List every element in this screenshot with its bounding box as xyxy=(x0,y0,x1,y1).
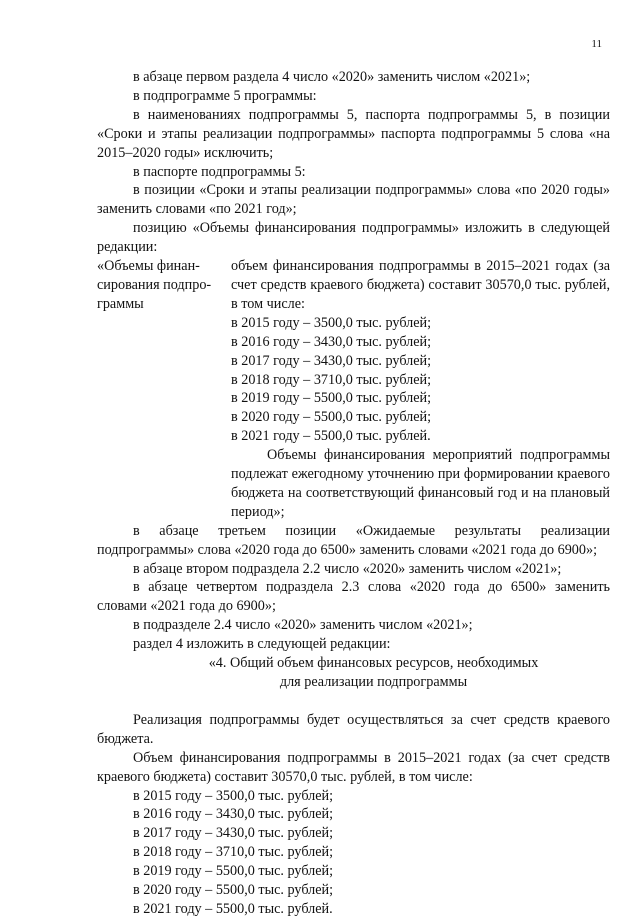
paragraph: в подразделе 2.4 число «2020» заменить числом «2021»; xyxy=(133,617,473,634)
year-item: в 2016 году – 3430,0 тыс. рублей; xyxy=(133,806,334,823)
paragraph: раздел 4 изложить в следующей редакции: xyxy=(133,636,391,653)
paragraph: в абзаце четвертом подраздела 2.3 слова «2020 года до 6500» заменить словами «2021 года до 6900»; xyxy=(97,579,610,615)
section-heading-line: «4. Общий объем финансовых ресурсов, необходимых xyxy=(208,655,539,672)
year-item: в 2018 году – 3710,0 тыс. рублей; xyxy=(133,844,334,861)
paragraph: в позиции «Сроки и этапы реализации подпрограммы» слова «по 2020 годы» заменить словами «по 2021 год»; xyxy=(97,182,610,218)
year-item: в 2020 году – 5500,0 тыс. рублей; xyxy=(231,409,432,426)
financing-intro: объем финансирования подпрограммы в 2015–2021 годах (за счет средств краевого бюджета) составит 30570,0 тыс. рублей, в том числе: xyxy=(231,258,610,312)
spacer xyxy=(97,692,610,711)
paragraph: в абзаце первом раздела 4 число «2020» заменить числом «2021»; xyxy=(133,69,531,85)
document-body xyxy=(97,68,610,919)
year-item: в 2017 году – 3430,0 тыс. рублей; xyxy=(133,825,334,842)
position-value xyxy=(227,257,610,522)
year-item: в 2018 году – 3710,0 тыс. рублей; xyxy=(231,371,432,388)
paragraph: в наименованиях подпрограммы 5, паспорта подпрограммы 5, в позиции «Сроки и этапы реализации подпрограммы» паспорта подпрограммы 5 слова «на 2015–2020 годы» исключить; xyxy=(97,106,610,161)
position-label-line: «Объемы финан- xyxy=(97,258,200,275)
year-item: в 2019 году – 5500,0 тыс. рублей; xyxy=(133,863,334,880)
paragraph: в паспорте подпрограммы 5: xyxy=(133,163,306,180)
paragraph: позицию «Объемы финансирования подпрограммы» изложить в следующей редакции: xyxy=(97,220,610,256)
position-label xyxy=(97,257,227,522)
year-item: в 2020 году – 5500,0 тыс. рублей; xyxy=(133,882,334,899)
position-label-line: сирования подпро- xyxy=(97,276,212,293)
year-item: в 2019 году – 5500,0 тыс. рублей; xyxy=(231,390,432,407)
year-item: в 2021 году – 5500,0 тыс. рублей. xyxy=(133,900,333,917)
year-item: в 2017 году – 3430,0 тыс. рублей; xyxy=(231,352,432,369)
paragraph: в подпрограмме 5 программы: xyxy=(133,87,317,104)
position-label-line: граммы xyxy=(97,295,144,312)
year-item: в 2015 году – 3500,0 тыс. рублей; xyxy=(231,314,432,331)
year-item: в 2016 году – 3430,0 тыс. рублей; xyxy=(231,333,432,350)
page-number: 11 xyxy=(591,38,602,50)
paragraph: в абзаце втором подраздела 2.2 число «2020» заменить числом «2021»; xyxy=(133,560,562,577)
year-item: в 2015 году – 3500,0 тыс. рублей; xyxy=(133,787,334,804)
financing-position-table xyxy=(97,257,610,522)
section-heading-line: для реализации подпрограммы xyxy=(279,674,468,690)
paragraph: Реализация подпрограммы будет осуществляться за счет средств краевого бюджета. xyxy=(97,711,610,747)
financing-note: Объемы финансирования мероприятий подпрограммы подлежат ежегодному уточнению при формировании краевого бюджета на соответствующий финансовый год и на плановый период»; xyxy=(231,447,610,520)
paragraph: Объем финансирования подпрограммы в 2015–2021 годах (за счет средств краевого бюджета) составит 30570,0 тыс. рублей, в том числе: xyxy=(97,749,610,785)
paragraph: в абзаце третьем позиции «Ожидаемые результаты реализации подпрограммы» слова «2020 года до 6500» заменить словами «2021 года до 6900»; xyxy=(97,522,610,558)
year-item: в 2021 году – 5500,0 тыс. рублей. xyxy=(231,428,431,445)
